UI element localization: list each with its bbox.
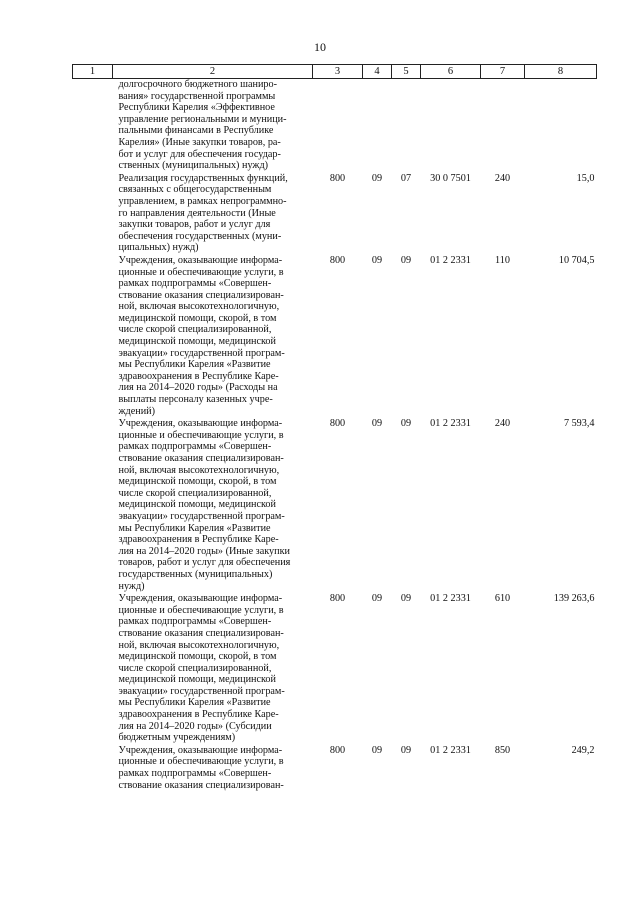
column-header: 1 (73, 65, 113, 79)
cell-subsection (392, 79, 421, 173)
column-header: 2 (113, 65, 313, 79)
cell-section: 09 (371, 418, 383, 430)
cell-target: 01 2 2331 (430, 744, 471, 756)
cell-amount: 139 263,6 (553, 593, 595, 605)
row-description: долгосрочного бюджетного шаниро- вания» государственной программы Республики Карелия «Эффективное управление региональными и муници- пальными финансами в Республике Карелия» (Иные закупки товаров, ра- бот и услуг для обеспечения государ- ственных (муниципальных) нужд) (118, 79, 287, 172)
table-row (73, 173, 597, 255)
cell-amount: 249,2 (571, 744, 595, 756)
row-description: Учреждения, оказывающие информа- ционные и обеспечивающие услуги, в рамках подпрограммы «Совершен- ствование оказания специализирован- ной, включая высокотехнологичную, медицинской помощи, скорой, в том числе скорой специализированной, медицинской помощи, медицинской эвакуации» государственной програм- мы Республики Карелия «Развитие здравоохранения в Республике Каре- лия на 2014–2020 годы» (Иные закупки товаров, работ и услуг для обеспечения государственных (муниципальных) нужд) (118, 418, 291, 592)
column-header: 5 (392, 65, 421, 79)
row-description: Учреждения, оказывающие информа- ционные и обеспечивающие услуги, в рамках подпрограммы «Совершен- ствование оказания специализирован- ной, включая высокотехнологичную, медицинской помощи, скорой, в том числе скорой специализированной, медицинской помощи, медицинской эвакуации» государственной програм- мы Республики Карелия «Развитие здравоохранения в Республике Каре- лия на 2014–2020 годы» (Субсидии бюджетным учреждениям) (118, 593, 285, 744)
column-header: 7 (481, 65, 525, 79)
cell-subsection: 09 (400, 744, 412, 756)
cell-subsection: 07 (400, 172, 412, 184)
cell-code: 800 (329, 744, 346, 756)
cell-expense-type: 850 (494, 744, 511, 756)
cell-section: 09 (371, 593, 383, 605)
cell-amount (525, 79, 597, 173)
cell-expense-type: 240 (494, 418, 511, 430)
column-header: 3 (313, 65, 363, 79)
cell-expense-type: 240 (494, 172, 511, 184)
budget-table (72, 64, 597, 792)
cell-target: 01 2 2331 (430, 418, 471, 430)
cell-section (363, 79, 392, 173)
table-row (73, 79, 597, 173)
table-row (73, 745, 597, 792)
cell-code: 800 (329, 254, 346, 266)
cell-code: 800 (329, 593, 346, 605)
table-row (73, 255, 597, 418)
cell-expense-type: 110 (495, 254, 510, 266)
cell-target (421, 79, 481, 173)
cell-target: 30 0 7501 (430, 172, 471, 184)
cell-code (313, 79, 363, 173)
column-header: 4 (363, 65, 392, 79)
cell-subsection: 09 (400, 254, 412, 266)
row-description: Реализация государственных функций, связанных с общегосударственным управлением, в рамках непрограммно- го направления деятельности (Иные закупки товаров, работ и услуг для обеспечения государственных (муни- ципальных) нужд) (118, 172, 288, 254)
cell-section: 09 (371, 172, 383, 184)
cell-amount: 10 704,5 (558, 254, 595, 266)
cell-expense-type: 610 (494, 593, 511, 605)
cell-section: 09 (371, 744, 383, 756)
column-header: 8 (525, 65, 597, 79)
cell-code: 800 (329, 418, 346, 430)
table-header-row (73, 65, 597, 79)
cell-amount: 15,0 (576, 172, 595, 184)
cell-code: 800 (329, 172, 346, 184)
cell-target: 01 2 2331 (430, 254, 471, 266)
cell-section: 09 (371, 254, 383, 266)
cell-subsection: 09 (400, 418, 412, 430)
table-row (73, 593, 597, 745)
row-description: Учреждения, оказывающие информа- ционные и обеспечивающие услуги, в рамках подпрограммы «Совершен- ствование оказания специализирован- (118, 744, 284, 791)
cell-subsection: 09 (400, 593, 412, 605)
page-number: 10 (314, 40, 326, 54)
cell-target: 01 2 2331 (430, 593, 471, 605)
column-header: 6 (421, 65, 481, 79)
cell-amount: 7 593,4 (563, 418, 595, 430)
table-row (73, 418, 597, 593)
cell-expense-type (481, 79, 525, 173)
row-description: Учреждения, оказывающие информа- ционные и обеспечивающие услуги, в рамках подпрограммы «Совершен- ствование оказания специализирован- ной, включая высокотехнологичную, медицинской помощи, скорой, в том числе скорой специализированной, медицинской помощи, медицинской эвакуации» государственной програм- мы Республики Карелия «Развитие здравоохранения в Республике Каре- лия на 2014–2020 годы» (Расходы на выплаты персоналу казенных учре- ждений) (118, 254, 285, 417)
